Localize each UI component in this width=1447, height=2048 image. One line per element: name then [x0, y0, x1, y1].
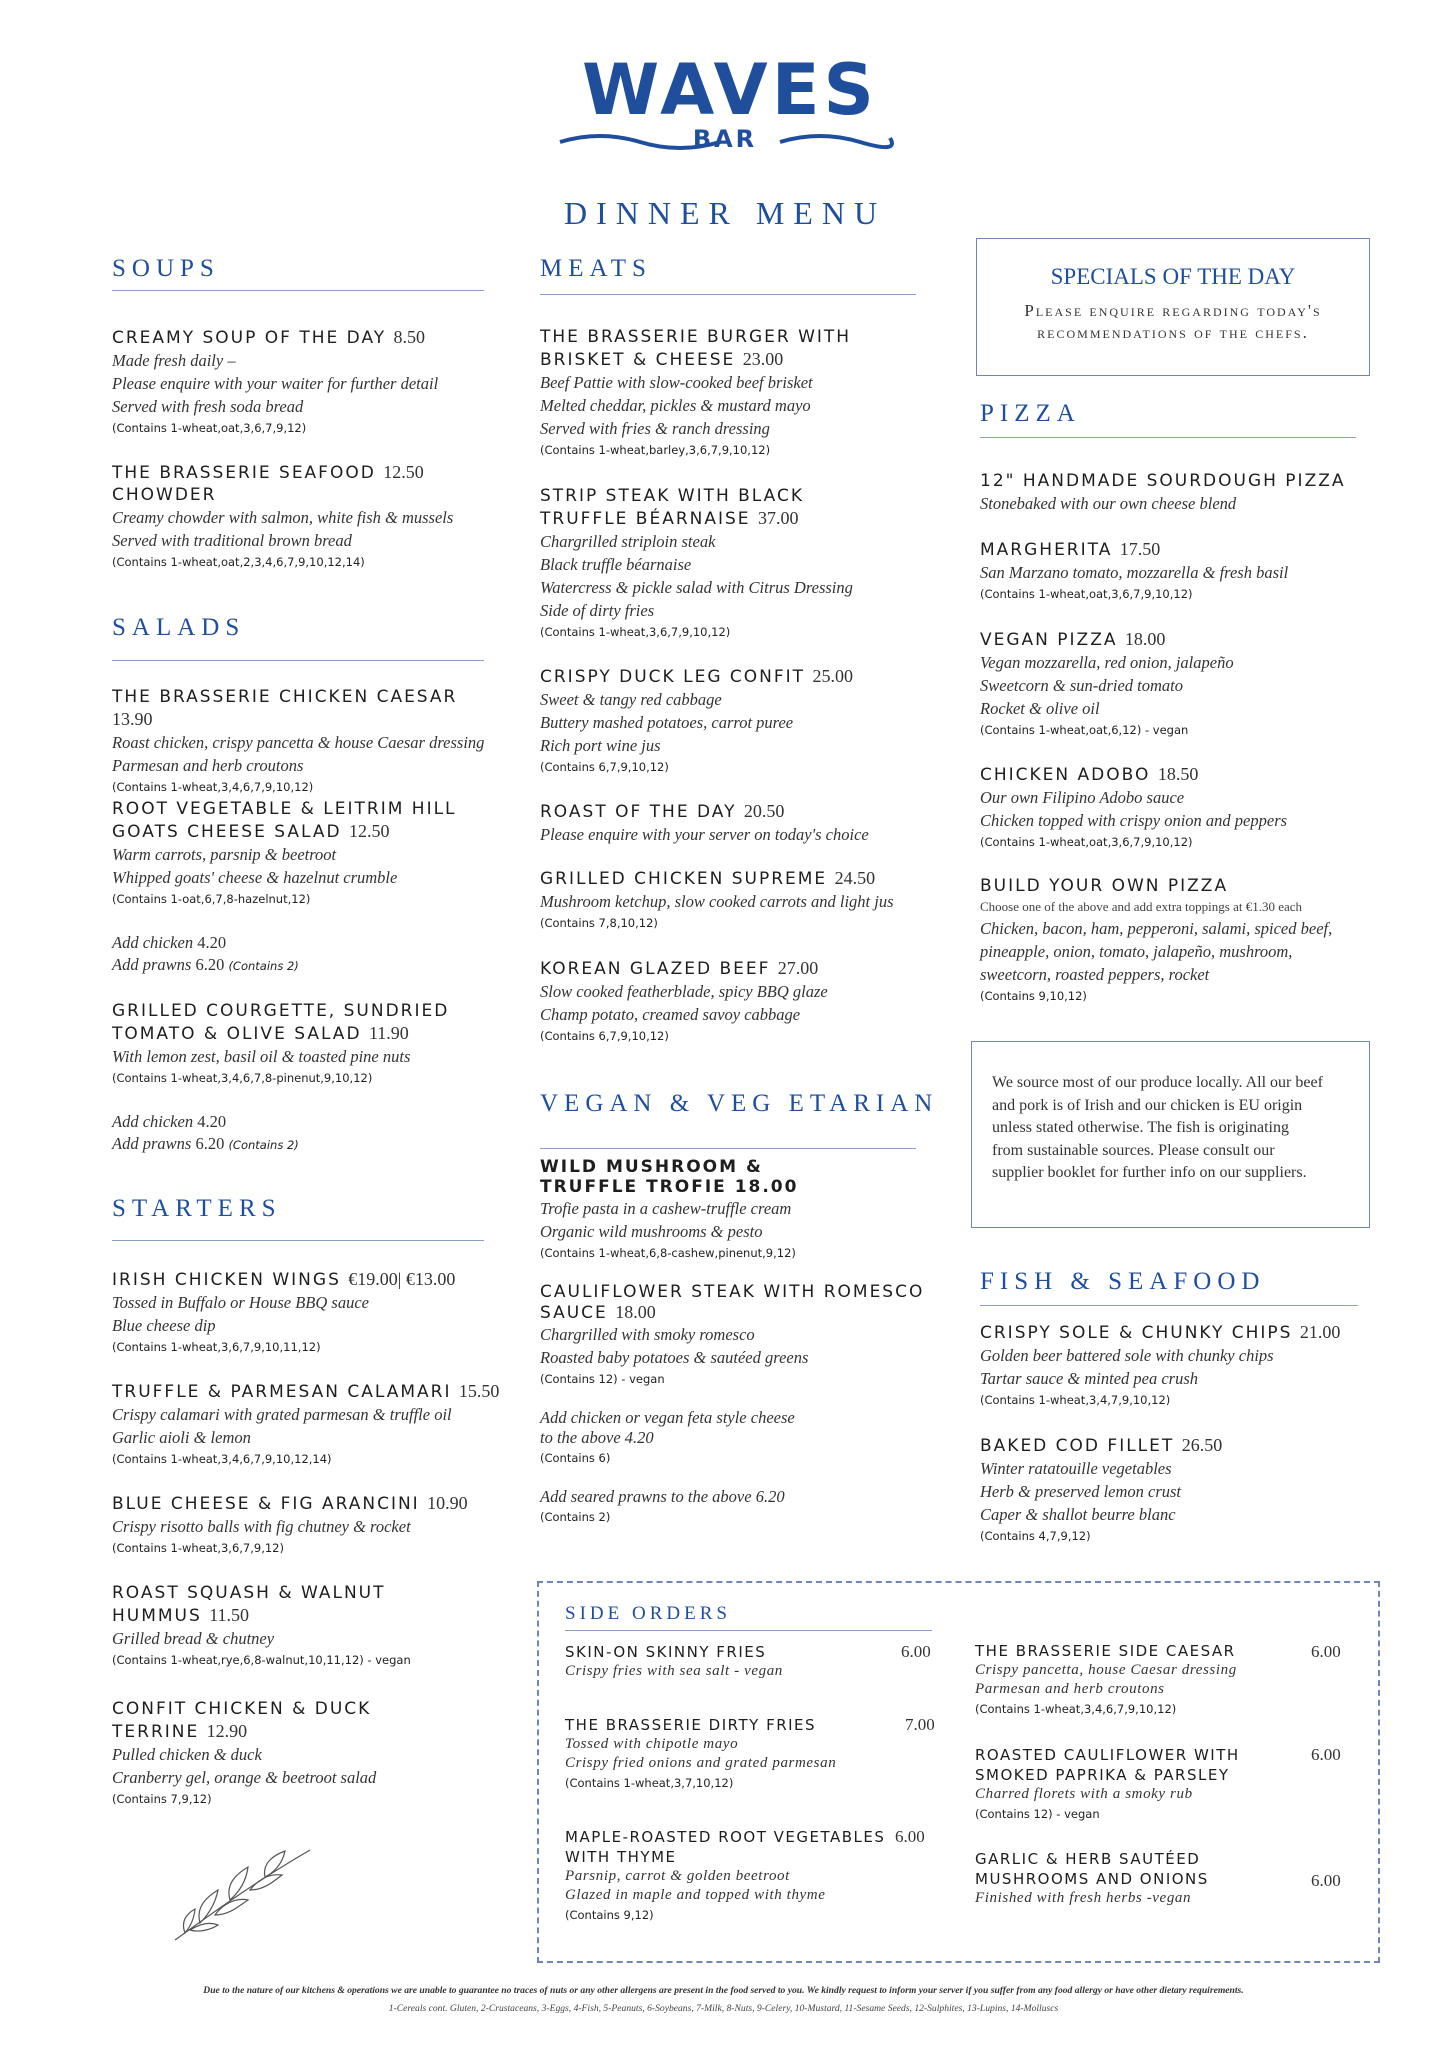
item-desc: Golden beer battered sole with chunky chips — [980, 1346, 1274, 1365]
salads-title: SALADS — [112, 614, 246, 641]
item-allergens: (Contains 1-wheat,oat,3,6,7,9,10,12) — [980, 835, 1193, 849]
herb-sprig-illustration — [170, 1845, 320, 1945]
item-desc: Whipped goats' cheese & hazelnut crumble — [112, 868, 398, 887]
side-item — [565, 1642, 945, 1681]
item-desc: Buttery mashed potatoes, carrot puree — [540, 713, 794, 732]
item-allergens: (Contains 6,7,9,10,12) — [540, 1029, 669, 1043]
starters-title: STARTERS — [112, 1195, 282, 1222]
item-price: 24.50 — [834, 868, 876, 888]
item-name: CONFIT CHICKEN & DUCK — [112, 1699, 372, 1719]
meats-title: MEATS — [540, 255, 652, 282]
side-name: ROASTED CAULIFLOWER WITH — [975, 1746, 1240, 1764]
starters-divider — [112, 1240, 484, 1241]
item-desc: Chicken topped with crispy onion and peppers — [980, 811, 1288, 830]
item-name: BAKED COD FILLET — [980, 1436, 1175, 1456]
item-name: THE BRASSERIE SEAFOOD — [112, 463, 376, 483]
addon-text: to the above 4.20 — [540, 1428, 654, 1447]
item-price: 18.00 — [1124, 629, 1166, 649]
vegan-addon — [540, 1487, 940, 1527]
side-allergens: (Contains 9,12) — [565, 1908, 654, 1922]
item-allergens: (Contains 1-wheat,3,6,7,9,10,12) — [540, 625, 731, 639]
item-desc: Black truffle béarnaise — [540, 555, 692, 574]
item-price: 13.90 — [112, 709, 153, 729]
item-name: MARGHERITA — [980, 540, 1113, 560]
item-desc: Chicken, bacon, ham, pepperoni, salami, spiced beef, — [980, 919, 1333, 938]
item-desc: Blue cheese dip — [112, 1316, 216, 1335]
sourcing-line: and pork is of Irish and our chicken is EU origin — [992, 1096, 1303, 1114]
side-allergens: (Contains 12) - vegan — [975, 1807, 1100, 1821]
side-desc: Tossed with chipotle mayo — [565, 1736, 739, 1752]
vegan-addon — [540, 1408, 940, 1468]
item-name: THE BRASSERIE CHICKEN CAESAR — [112, 687, 458, 707]
menu-item — [540, 326, 940, 460]
item-name: ROAST OF THE DAY — [540, 802, 737, 822]
item-name: GRILLED COURGETTE, SUNDRIED — [112, 1001, 450, 1021]
side-name: MUSHROOMS AND ONIONS — [975, 1870, 1209, 1888]
item-desc: pineapple, onion, tomato, jalapeño, mushroom, — [980, 942, 1293, 961]
item-price: 12.90 — [206, 1721, 248, 1741]
vegan-title: VEGAN & VEG ETARIAN — [540, 1090, 939, 1117]
item-desc: Tartar sauce & minted pea crush — [980, 1369, 1199, 1388]
item-price: €19.00| €13.00 — [348, 1269, 456, 1289]
side-allergens: (Contains 1-wheat,3,7,10,12) — [565, 1776, 734, 1790]
item-price: 8.50 — [393, 327, 426, 347]
item-allergens: (Contains 12) - vegan — [540, 1372, 665, 1386]
item-allergens: (Contains 7,8,10,12) — [540, 916, 658, 930]
item-desc: Winter ratatouille vegetables — [980, 1459, 1172, 1478]
item-desc: sweetcorn, roasted peppers, rocket — [980, 965, 1210, 984]
item-name: ROAST SQUASH & WALNUT — [112, 1583, 386, 1603]
specials-title: SPECIALS OF THE DAY — [1050, 264, 1296, 289]
item-desc: Rocket & olive oil — [980, 699, 1100, 718]
side-desc: Finished with fresh herbs -vegan — [975, 1890, 1192, 1906]
menu-item — [540, 1282, 950, 1389]
specials-line2: recommendations of the chefs. — [1037, 323, 1309, 342]
item-desc: Served with traditional brown bread — [112, 531, 352, 550]
menu-item — [980, 538, 1380, 604]
item-allergens: (Contains 1-wheat,3,4,6,7,9,10,12,14) — [112, 1452, 332, 1466]
item-name: ROOT VEGETABLE & LEITRIM HILL — [112, 799, 457, 819]
item-allergens: (Contains 1-wheat,3,4,6,7,8-pinenut,9,10,12) — [112, 1071, 373, 1085]
item-name-line2: SAUCE — [540, 1303, 608, 1323]
item-desc: Side of dirty fries — [540, 601, 655, 620]
item-desc: Chargrilled with smoky romesco — [540, 1325, 755, 1344]
side-desc: Charred florets with a smoky rub — [975, 1786, 1193, 1802]
item-desc: Made fresh daily – — [112, 351, 236, 370]
item-desc: Rich port wine jus — [540, 736, 661, 755]
addon-text: Add prawns — [112, 1134, 192, 1153]
menu-item — [540, 867, 940, 933]
side-name: WITH THYME — [565, 1848, 677, 1866]
item-price: 37.00 — [757, 508, 799, 528]
menu-item — [112, 1000, 492, 1088]
item-allergens: (Contains 1-wheat,oat,3,6,7,9,10,12) — [980, 587, 1193, 601]
item-desc: Watercress & pickle salad with Citrus Dressing — [540, 578, 853, 597]
item-price: 18.50 — [1157, 764, 1199, 784]
salads-divider — [112, 660, 484, 661]
sourcing-line: supplier booklet for further info on our suppliers. — [992, 1164, 1307, 1181]
side-desc: Crispy fried onions and grated parmesan — [565, 1755, 837, 1771]
item-desc: Caper & shallot beurre blanc — [980, 1505, 1176, 1524]
item-desc: Sweet & tangy red cabbage — [540, 690, 722, 709]
item-allergens: (Contains 1-wheat,3,4,6,7,9,10,12) — [112, 780, 314, 794]
side-name: SMOKED PAPRIKA & PARSLEY — [975, 1766, 1230, 1784]
item-desc: Crispy calamari with grated parmesan & truffle oil — [112, 1405, 452, 1424]
menu-item — [112, 686, 502, 797]
item-name-line2: TOMATO & OLIVE SALAD — [112, 1024, 362, 1044]
item-name: CAULIFLOWER STEAK WITH ROMESCO — [540, 1282, 925, 1302]
item-name: CRISPY SOLE & CHUNKY CHIPS — [980, 1323, 1293, 1343]
addon-text: Add prawns — [112, 955, 192, 974]
item-desc: Organic wild mushrooms & pesto — [540, 1222, 763, 1241]
item-price: 10.90 — [427, 1493, 468, 1513]
item-allergens: (Contains 1-wheat,barley,3,6,7,9,10,12) — [540, 443, 771, 457]
item-name: BLUE CHEESE & FIG ARANCINI — [112, 1494, 420, 1514]
sourcing-line: unless stated otherwise. The fish is originating — [992, 1119, 1289, 1136]
menu-item — [980, 875, 1380, 1006]
item-desc: Served with fresh soda bread — [112, 397, 304, 416]
menu-item — [980, 470, 1380, 515]
addon-text: Add chicken or vegan feta style cheese — [540, 1408, 795, 1427]
item-desc: Creamy chowder with salmon, white fish & mussels — [112, 508, 454, 527]
menu-item — [112, 1268, 502, 1357]
item-name: STRIP STEAK WITH BLACK — [540, 486, 805, 506]
item-name: BUILD YOUR OWN PIZZA — [980, 876, 1229, 896]
addon-price: 4.20 — [197, 1112, 227, 1131]
item-price: 18.00 — [615, 1302, 656, 1322]
addon-text: Add seared prawns to the above 6.20 — [540, 1487, 785, 1506]
item-desc: Our own Filipino Adobo sauce — [980, 788, 1185, 807]
side-item — [565, 1715, 945, 1793]
menu-item — [540, 800, 940, 846]
menu-item — [540, 665, 940, 777]
allergen-legend: 1-Cereals cont. Gluten, 2-Crustaceans, 3-Eggs, 4-Fish, 5-Peanuts, 6-Soybeans, 7-Milk, 8-Nuts, 9-Celery, 10-Mustard, 11-Sesame Seeds, 12-Sulphites, 13-Lupins, 14-Molluscs — [388, 2003, 1059, 2014]
item-desc: Parmesan and herb croutons — [112, 756, 304, 775]
menu-item — [112, 798, 492, 909]
item-desc: Trofie pasta in a cashew-truffle cream — [540, 1199, 792, 1218]
menu-item — [980, 1434, 1380, 1546]
item-name-line2: BRISKET & CHEESE — [540, 350, 736, 370]
item-desc: Grilled bread & chutney — [112, 1629, 275, 1648]
menu-item — [112, 326, 492, 438]
item-price: 21.00 — [1299, 1322, 1341, 1342]
addon-text: Add chicken — [112, 1112, 194, 1131]
item-name-line2: HUMMUS — [112, 1606, 202, 1626]
side-desc: Parmesan and herb croutons — [975, 1681, 1165, 1697]
item-name: 12" HANDMADE SOURDOUGH PIZZA — [980, 471, 1346, 491]
item-allergens: (Contains 9,10,12) — [980, 989, 1087, 1003]
item-desc: Mushroom ketchup, slow cooked carrots and light jus — [540, 892, 894, 911]
side-orders-divider — [565, 1630, 932, 1631]
side-orders-title: SIDE ORDERS — [565, 1603, 731, 1624]
item-name: TRUFFLE & PARMESAN CALAMARI — [112, 1382, 452, 1402]
item-desc: Chargrilled striploin steak — [540, 532, 716, 551]
item-desc: Roasted baby potatoes & sautéed greens — [540, 1348, 809, 1367]
item-desc: Please enquire with your server on today's choice — [540, 825, 869, 844]
item-price: 12.50 — [348, 821, 390, 841]
side-name: MAPLE-ROASTED ROOT VEGETABLES — [565, 1828, 886, 1846]
item-name: GRILLED CHICKEN SUPREME — [540, 869, 828, 889]
item-price: 23.00 — [742, 349, 784, 369]
item-price: 12.50 — [383, 462, 424, 482]
specials-line1: Please enquire regarding today's — [1024, 301, 1322, 320]
addon-price: 6.20 — [195, 1134, 225, 1153]
side-item — [565, 1827, 945, 1925]
item-name: CREAMY SOUP OF THE DAY — [112, 328, 387, 348]
menu-item — [540, 1157, 940, 1263]
vegan-divider — [540, 1148, 916, 1149]
item-desc: Cranberry gel, orange & beetroot salad — [112, 1768, 377, 1787]
item-name-line2: TERRINE — [112, 1722, 200, 1742]
side-price: 6.00 — [1311, 1871, 1341, 1890]
item-name-line2: TRUFFLE TROFIE 18.00 — [540, 1177, 799, 1197]
item-desc: Champ potato, creamed savoy cabbage — [540, 1005, 801, 1024]
addon-price: 6.20 — [195, 955, 225, 974]
item-allergens: (Contains 4,7,9,12) — [980, 1529, 1091, 1543]
side-price: 6.00 — [901, 1642, 931, 1661]
sourcing-line: from sustainable sources. Please consult our — [992, 1141, 1275, 1159]
side-desc: Crispy pancetta, house Caesar dressing — [975, 1662, 1237, 1678]
item-desc: With lemon zest, basil oil & toasted pine nuts — [112, 1047, 411, 1066]
addon-list — [112, 1112, 492, 1155]
item-allergens: (Contains 1-wheat,oat,6,12) - vegan — [980, 723, 1189, 737]
specials-box — [976, 238, 1370, 376]
allergen-disclaimer: Due to the nature of our kitchens & operations we are unable to guarantee no traces of nuts or any other allergens are present in the food served to you. We kindly request to inform your server if you suffer from any food allergy or have other dietary requirements. — [203, 1985, 1244, 1996]
item-desc: Roast chicken, crispy pancetta & house Caesar dressing — [112, 733, 485, 752]
item-name: CRISPY DUCK LEG CONFIT — [540, 667, 806, 687]
item-name-line2: GOATS CHEESE SALAD — [112, 822, 342, 842]
item-desc: San Marzano tomato, mozzarella & fresh basil — [980, 563, 1289, 582]
menu-item — [980, 763, 1380, 852]
item-allergens: (Contains 1-wheat,oat,3,6,7,9,12) — [112, 421, 307, 435]
item-price: 15.50 — [458, 1381, 500, 1401]
item-desc: Melted cheddar, pickles & mustard mayo — [540, 396, 811, 415]
item-name-line2: TRUFFLE BÉARNAISE — [540, 509, 751, 529]
menu-item — [112, 1698, 502, 1809]
item-price: 20.50 — [743, 801, 785, 821]
addon-list — [112, 933, 492, 976]
item-allergens: (Contains 6,7,9,10,12) — [540, 760, 669, 774]
item-name: CHICKEN ADOBO — [980, 765, 1151, 785]
item-price: 26.50 — [1181, 1435, 1223, 1455]
item-desc: Crispy risotto balls with fig chutney & rocket — [112, 1517, 411, 1536]
item-desc: Beef Pattie with slow-cooked beef brisket — [540, 373, 813, 392]
addon-allergens: (Contains 2) — [228, 959, 299, 973]
menu-item — [540, 957, 940, 1046]
item-desc: Vegan mozzarella, red onion, jalapeño — [980, 653, 1234, 672]
item-price: 25.00 — [812, 666, 853, 686]
side-orders-box — [537, 1581, 1380, 1963]
side-price: 6.00 — [895, 1827, 925, 1846]
item-desc: Garlic aioli & lemon — [112, 1428, 251, 1447]
item-allergens: (Contains 1-wheat,6,8-cashew,pinenut,9,12) — [540, 1246, 796, 1260]
pizza-divider — [980, 437, 1356, 438]
item-price: 27.00 — [777, 958, 819, 978]
side-allergens: (Contains 1-wheat,3,4,6,7,9,10,12) — [975, 1702, 1177, 1716]
addon-allergens: (Contains 2) — [228, 1138, 299, 1152]
side-name: THE BRASSERIE DIRTY FRIES — [565, 1716, 817, 1734]
addon-price: 4.20 — [197, 933, 227, 952]
menu-item — [112, 1380, 502, 1469]
pizza-title: PIZZA — [980, 400, 1081, 427]
meats-divider — [540, 294, 916, 295]
item-desc: Served with fries & ranch dressing — [540, 419, 770, 438]
side-item — [975, 1849, 1355, 1908]
item-desc: Herb & preserved lemon crust — [980, 1482, 1182, 1501]
side-price: 6.00 — [1311, 1745, 1341, 1764]
item-allergens: (Contains 1-oat,6,7,8-hazelnut,12) — [112, 892, 311, 906]
item-desc: Tossed in Buffalo or House BBQ sauce — [112, 1293, 369, 1312]
item-allergens: (Contains 1-wheat,3,4,7,9,10,12) — [980, 1393, 1171, 1407]
item-name: VEGAN PIZZA — [980, 630, 1118, 650]
item-allergens: (Contains 1-wheat,oat,2,3,4,6,7,9,10,12,14) — [112, 555, 365, 569]
side-desc: Glazed in maple and topped with thyme — [565, 1887, 826, 1903]
item-allergens: (Contains 1-wheat,3,6,7,9,12) — [112, 1541, 284, 1555]
item-desc: Sweetcorn & sun-dried tomato — [980, 676, 1184, 695]
addon-text: Add chicken — [112, 933, 194, 952]
side-desc: Parsnip, carrot & golden beetroot — [565, 1868, 790, 1884]
side-desc: Crispy fries with sea salt - vegan — [565, 1663, 783, 1679]
menu-item — [112, 1492, 502, 1558]
item-desc: Pulled chicken & duck — [112, 1745, 262, 1764]
fish-title: FISH & SEAFOOD — [980, 1268, 1266, 1295]
item-price: 17.50 — [1119, 539, 1161, 559]
side-price: 7.00 — [905, 1715, 935, 1734]
sourcing-box — [971, 1041, 1370, 1228]
item-desc: Warm carrots, parsnip & beetroot — [112, 845, 337, 864]
item-allergens: (Contains 1-wheat,rye,6,8-walnut,10,11,12) - vegan — [112, 1653, 411, 1667]
menu-title: DINNER MENU — [563, 195, 887, 231]
side-name: THE BRASSERIE SIDE CAESAR — [975, 1642, 1236, 1660]
side-name: SKIN-ON SKINNY FRIES — [565, 1643, 767, 1661]
side-item — [975, 1745, 1355, 1824]
item-allergens: (Contains 7,9,12) — [112, 1792, 212, 1806]
menu-item — [980, 1321, 1390, 1410]
item-desc: Stonebaked with our own cheese blend — [980, 494, 1237, 513]
item-name: IRISH CHICKEN WINGS — [112, 1270, 341, 1290]
side-item — [975, 1641, 1355, 1719]
side-price: 6.00 — [1311, 1642, 1341, 1661]
soups-title: SOUPS — [112, 255, 220, 282]
menu-item — [112, 461, 492, 572]
item-name: KOREAN GLAZED BEEF — [540, 959, 771, 979]
logo — [540, 50, 910, 160]
fish-divider — [980, 1305, 1358, 1306]
item-desc: Slow cooked featherblade, spicy BBQ glaze — [540, 982, 828, 1001]
item-name: WILD MUSHROOM & — [540, 1157, 763, 1177]
menu-item — [112, 1582, 502, 1670]
sourcing-line: We source most of our produce locally. All our beef — [992, 1074, 1323, 1091]
logo-word: WAVES — [582, 49, 878, 131]
soups-divider — [112, 290, 484, 291]
item-price: 11.90 — [368, 1023, 409, 1043]
menu-item — [540, 485, 940, 642]
item-desc: Please enquire with your waiter for further detail — [112, 374, 439, 393]
item-price: 11.50 — [209, 1605, 250, 1625]
addon-allergens: (Contains 2) — [540, 1510, 611, 1524]
side-name: GARLIC & HERB SAUTÉED — [975, 1850, 1201, 1868]
logo-sub: BAR — [692, 125, 758, 153]
item-name: THE BRASSERIE BURGER WITH — [540, 327, 852, 347]
menu-item — [980, 628, 1380, 740]
item-allergens: (Contains 1-wheat,3,6,7,9,10,11,12) — [112, 1340, 321, 1354]
byo-note: Choose one of the above and add extra toppings at €1.30 each — [980, 899, 1303, 914]
addon-allergens: (Contains 6) — [540, 1451, 611, 1465]
item-name-line2: CHOWDER — [112, 485, 217, 505]
